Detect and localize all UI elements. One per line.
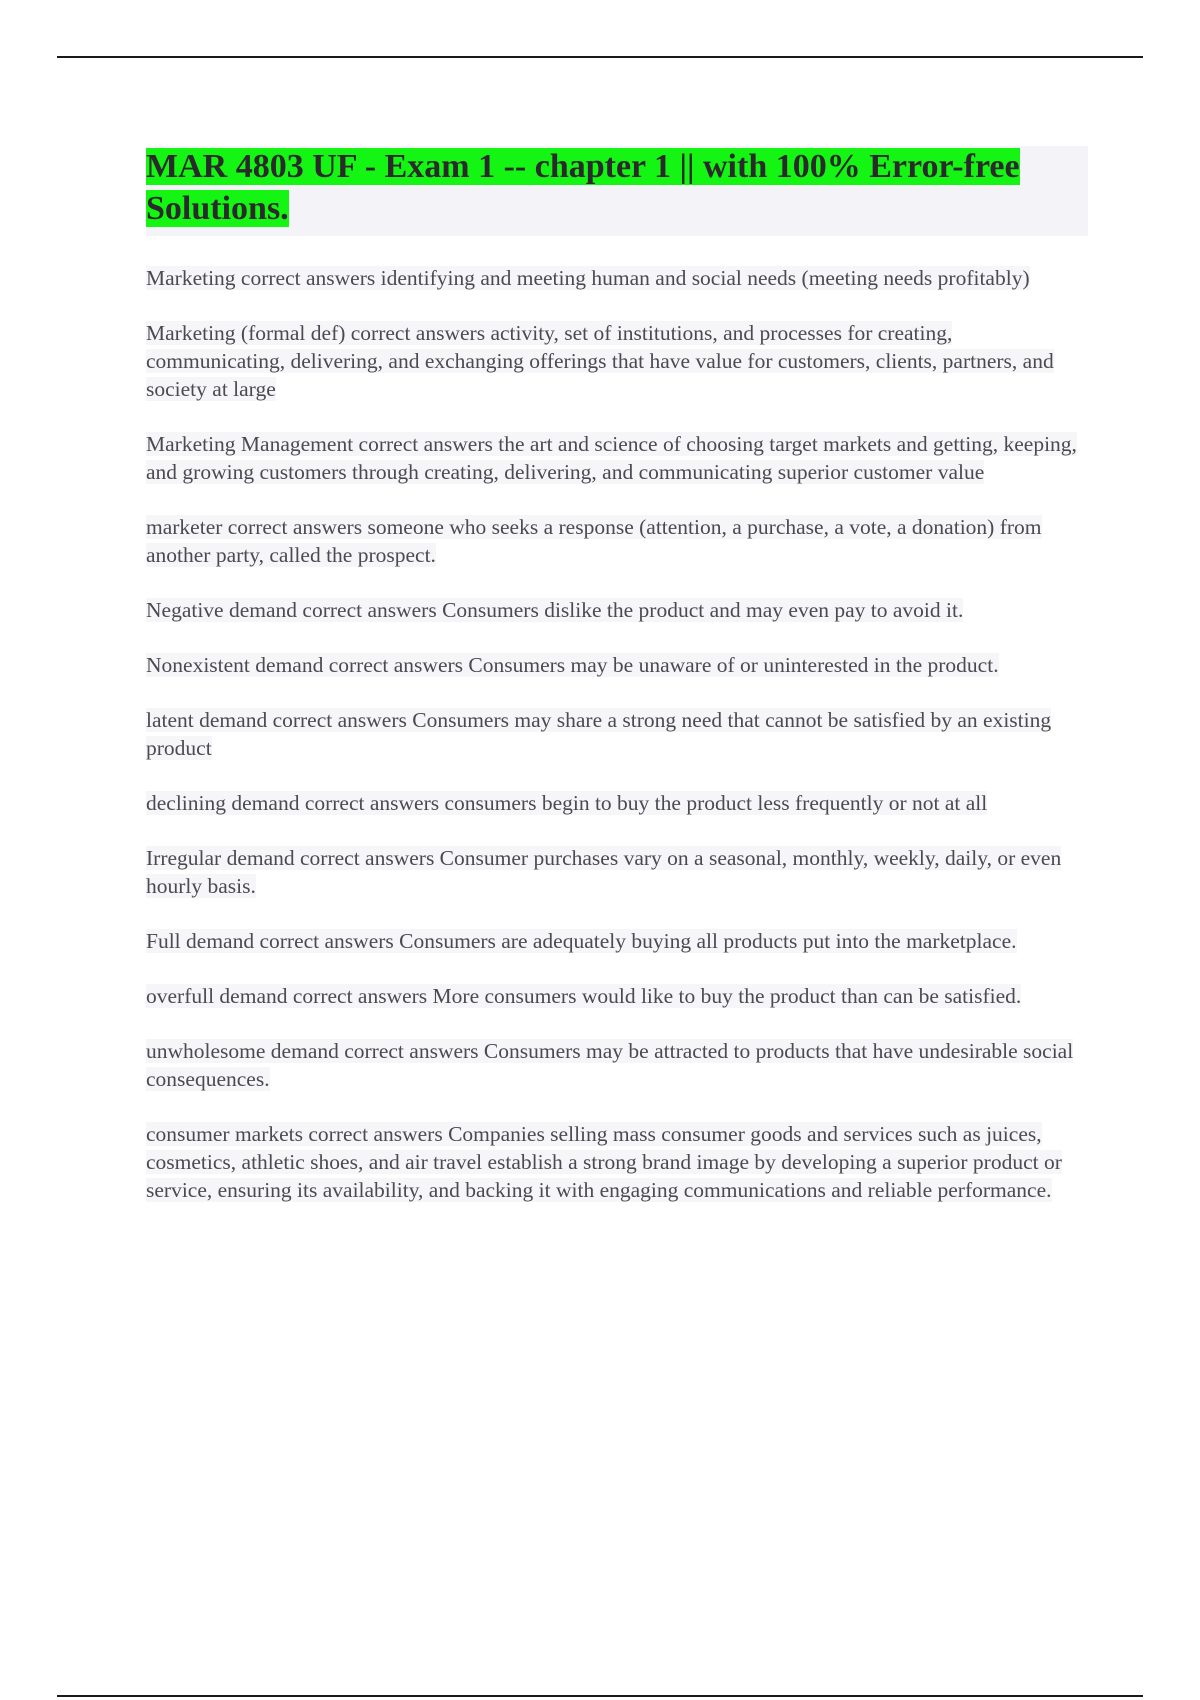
entry-text: Irregular demand correct answers Consumer purchases vary on a seasonal, monthly, weekly, daily, or even hourly basis. [146,846,1062,898]
flashcard-entry [146,789,1086,817]
entry-text: Marketing (formal def) correct answers activity, set of institutions, and processes for creating, communicating, delivering, and exchanging offerings that have value for customers, clients, partners, and society at large [146,321,1054,401]
flashcard-entry [146,927,1086,955]
entry-text: Full demand correct answers Consumers are adequately buying all products put into the marketplace. [146,929,1017,953]
entry-text: latent demand correct answers Consumers may share a strong need that cannot be satisfied by an existing product [146,708,1052,760]
entry-text: Negative demand correct answers Consumers dislike the product and may even pay to avoid it. [146,598,964,622]
flashcard-entry [146,982,1086,1010]
flashcard-entry [146,513,1086,569]
entry-text: marketer correct answers someone who seeks a response (attention, a purchase, a vote, a donation) from another party, called the prospect. [146,515,1042,567]
flashcard-entry [146,319,1086,403]
flashcard-entry [146,596,1086,624]
top-rule [57,56,1143,58]
document-body [146,146,1086,1231]
flashcard-entry [146,264,1086,292]
flashcard-entry [146,1037,1086,1093]
flashcard-entry [146,1120,1086,1204]
bottom-rule [57,1695,1143,1697]
title-block [146,146,1088,236]
title-highlight: MAR 4803 UF - Exam 1 -- chapter 1 || with 100% Error-free Solutions. [146,148,1020,227]
flashcard-entry [146,430,1086,486]
entry-text: consumer markets correct answers Companies selling mass consumer goods and services such as juices, cosmetics, athletic shoes, and air travel establish a strong brand image by developing a superior product or service, ensuring its availability, and backing it with engaging communications and reliable performance. [146,1122,1062,1202]
entry-text: Marketing correct answers identifying and meeting human and social needs (meeting needs profitably) [146,266,1030,290]
entry-text: declining demand correct answers consumers begin to buy the product less frequently or not at all [146,791,988,815]
flashcard-entry [146,651,1086,679]
entry-text: Marketing Management correct answers the art and science of choosing target markets and getting, keeping, and growing customers through creating, delivering, and communicating superior customer value [146,432,1077,484]
entry-text: unwholesome demand correct answers Consumers may be attracted to products that have undesirable social consequences. [146,1039,1074,1091]
entry-text: overfull demand correct answers More consumers would like to buy the product than can be satisfied. [146,984,1022,1008]
document-title [146,146,1088,230]
flashcard-entry [146,706,1086,762]
flashcard-list [146,264,1086,1204]
flashcard-entry [146,844,1086,900]
entry-text: Nonexistent demand correct answers Consumers may be unaware of or uninterested in the product. [146,653,999,677]
